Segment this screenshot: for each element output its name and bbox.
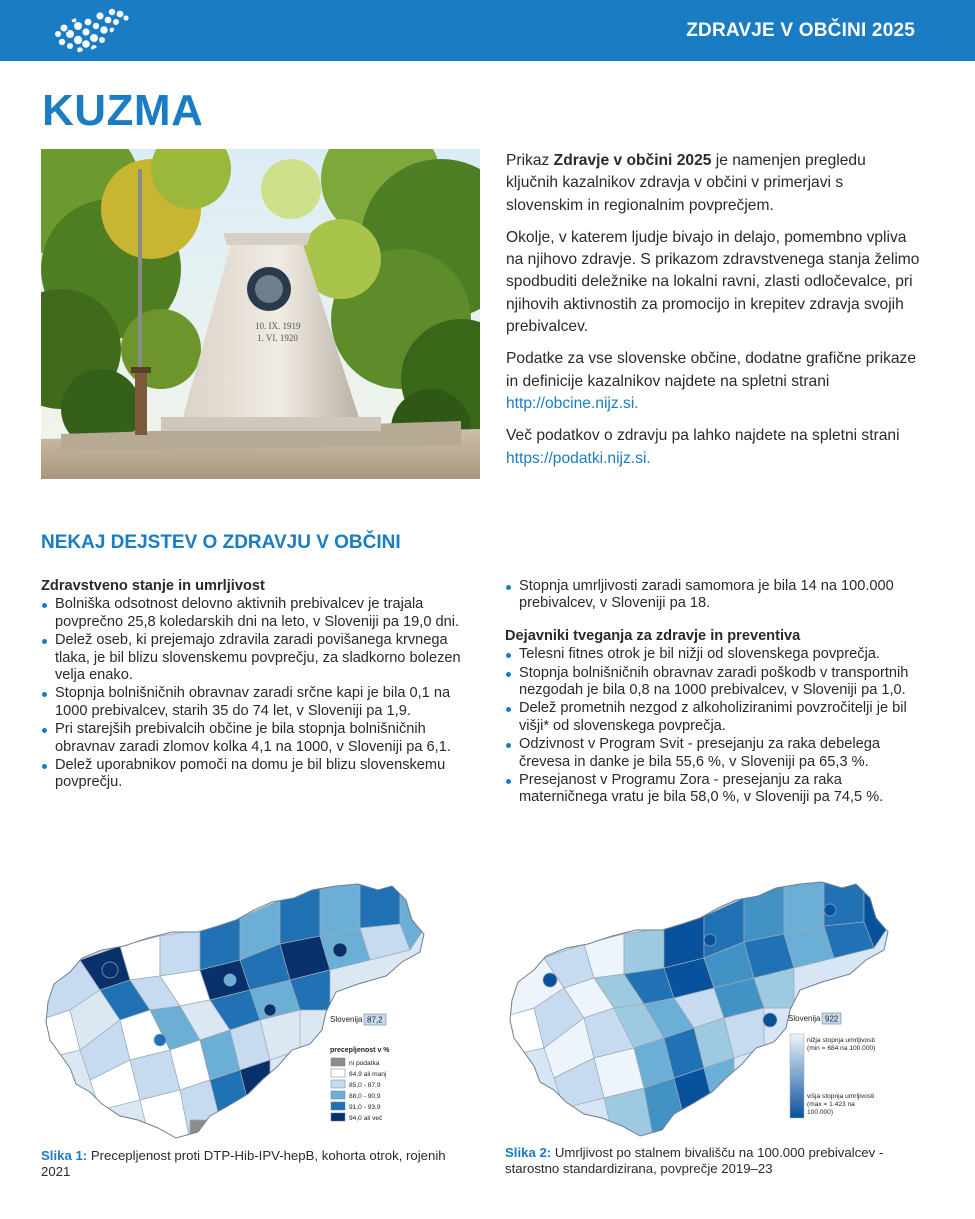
intro-paragraph-3: [506, 348, 922, 415]
intro-paragraph-4: [506, 425, 922, 470]
legend-swatch: [331, 1058, 345, 1066]
facts-right-column: [505, 578, 925, 808]
list-item: Telesni fitnes otrok je bil nižji od slovenskega povprečja.: [505, 646, 925, 663]
intro-p3-text: Podatke za vse slovenske občine, dodatne grafične prikaze in definicije kazalnikov najdete na spletni strani: [506, 350, 917, 390]
list-item: Stopnja bolnišničnih obravnav zaradi poškodb v transportnih nezgodah je bila 0,8 na 1000 prebivalcev, v Sloveniji pa 1,0.: [505, 665, 925, 700]
intro-p1-bold: Zdravje v občini 2025: [553, 152, 712, 169]
monument-inscription-2: 1. VI. 1920: [257, 333, 298, 343]
podatki-link[interactable]: https://podatki.nijz.si.: [506, 449, 651, 467]
legend-swatch: [331, 1113, 345, 1121]
legend-label: 94,0 ali več: [349, 1115, 383, 1122]
figure-2-text: Umrljivost po stalnem bivališču na 100.000 prebivalcev - starostno standardizirana, povprečje 2019–23: [505, 1145, 884, 1176]
facts-left-column: [41, 578, 461, 793]
map1-legend-title: precepljenost v %: [330, 1047, 390, 1054]
map1-slovenia-value: 87,2: [367, 1015, 383, 1025]
slovenia-dots-logo-icon: [50, 4, 132, 56]
facts-heading: NEKAJ DEJSTEV O ZDRAVJU V OBČINI: [41, 532, 401, 553]
map2-slovenia-label: Slovenija: [788, 1014, 821, 1023]
list-item: Stopnja umrljivosti zaradi samomora je bila 14 na 100.000 prebivalcev, v Sloveniji pa 18.: [505, 578, 925, 613]
section-health-title: Zdravstveno stanje in umrljivost: [41, 578, 265, 594]
mortality-map-legend: [788, 1013, 875, 1118]
legend-swatch: [331, 1091, 345, 1099]
map2-gradient-bar: [790, 1034, 804, 1118]
map2-slovenia-value: 922: [825, 1014, 839, 1024]
legend-label: 88,0 - 90,9: [349, 1093, 381, 1100]
figure-2-label: Slika 2:: [505, 1145, 552, 1160]
spacer: [505, 614, 925, 628]
map1-slovenia-label: Slovenija: [330, 1015, 363, 1024]
legend-label: 84,9 ali manj: [349, 1071, 387, 1078]
monument-photo: [41, 149, 480, 479]
list-item: Bolniška odsotnost delovno aktivnih prebivalcev je trajala povprečno 25,8 koledarskih dni na leto, v Sloveniji pa 19,0 dni.: [41, 596, 461, 631]
intro-paragraph-1: [506, 150, 922, 217]
figure-2-caption: [505, 1145, 930, 1177]
legend-swatch: [331, 1080, 345, 1088]
map2-legend-low-1: nižja stopnja umrljivosti: [807, 1037, 875, 1044]
header-title: ZDRAVJE V OBČINI 2025: [686, 20, 915, 41]
municipality-title: KUZMA: [42, 86, 204, 135]
list-item: Presejanost v Programu Zora - presejanju za raka materničnega vratu je bila 58,0 %, v Sloveniji pa 74,5 %.: [505, 772, 925, 807]
legend-label: 85,0 - 87,9: [349, 1082, 381, 1089]
list-item: Delež oseb, ki prejemajo zdravila zaradi povišanega krvnega tlaka, je bil blizu slovenskemu povprečju, za sladkorno bolezen velja enako.: [41, 632, 461, 684]
section-risk-title: Dejavniki tveganja za zdravje in preventiva: [505, 627, 801, 644]
list-item: Stopnja bolnišničnih obravnav zaradi srčne kapi je bila 0,1 na 1000 prebivalcev, starih 35 do 74 let, v Sloveniji pa 1,9.: [41, 685, 461, 720]
top-banner: [0, 0, 975, 61]
figure-1-caption: [41, 1148, 466, 1180]
figure-1-label: Slika 1:: [41, 1148, 88, 1163]
legend-label: 91,0 - 93,9: [349, 1104, 381, 1111]
legend-swatch: [331, 1069, 345, 1077]
legend-label: ni podatka: [349, 1060, 380, 1067]
section-risk-list: [505, 646, 925, 807]
figure-1-text: Precepljenost proti DTP-Hib-IPV-hepB, kohorta otrok, rojenih 2021: [41, 1148, 446, 1179]
list-item: Delež prometnih nezgod z alkoholiziranimi povzročitelji je bil višji* od slovenskega povprečja.: [505, 700, 925, 735]
intro-text: [506, 150, 922, 480]
vaccination-map-legend: [330, 1014, 390, 1122]
vaccination-map: [40, 880, 470, 1142]
intro-p1-pre: Prikaz: [506, 152, 554, 169]
vaccination-map-regions: [40, 880, 470, 1142]
monument-inscription-1: 10. IX. 1919: [255, 321, 301, 331]
map2-legend-high-2: (max = 1.423 na: [807, 1101, 855, 1108]
mortality-map: [500, 880, 940, 1142]
intro-p1-post: je namenjen pregledu ključnih kazalnikov zdravja v občini v primerjavi s slovenskim in regionalnim povprečjem.: [506, 152, 866, 214]
map2-legend-low-2: (min = 684 na 100.000): [807, 1045, 876, 1052]
legend-swatch: [331, 1102, 345, 1110]
intro-paragraph-2: Okolje, v katerem ljudje bivajo in delajo, pomembno vpliva na njihovo zdravje. S prikazom zdravstvenega stanja želimo spodbuditi deležnike na lokalni ravni, zlasti odločevalce, pri njihovih aktivnostih za promocijo in krepitev zdravja svojih prebivalcev.: [506, 228, 920, 336]
obcine-link[interactable]: http://obcine.nijz.si.: [506, 394, 639, 412]
list-item: Delež uporabnikov pomoči na domu je bil blizu slovenskemu povprečju.: [41, 757, 461, 792]
map2-legend-high-1: višja stopnja umrljivosti: [807, 1093, 875, 1100]
intro-p4-text: Več podatkov o zdravju pa lahko najdete na spletni strani: [506, 427, 900, 445]
section-health-list: [41, 596, 461, 791]
list-item: Odzivnost v Program Svit - presejanju za raka debelega črevesa in danke je bila 55,6 %, v Sloveniji pa 65,3 %.: [505, 736, 925, 771]
mortality-map-regions: [500, 880, 940, 1142]
section-health-cont-list: [505, 578, 925, 613]
map2-legend-high-3: 100.000): [807, 1109, 834, 1116]
list-item: Pri starejših prebivalcih občine je bila stopnja bolnišničnih obravnav zaradi zlomov kolka 4,1 na 1000, v Sloveniji pa 6,1.: [41, 721, 461, 756]
